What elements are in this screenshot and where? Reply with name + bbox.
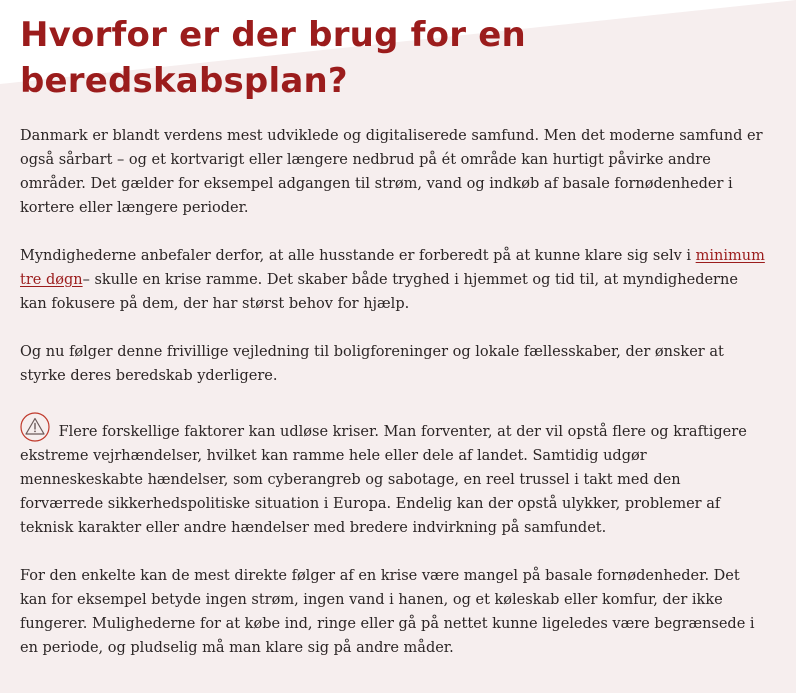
crisis-factors-text: Flere forskellige faktorer kan udløse kriser. Man forventer, at der vil opstå flere og kraftigere ekstreme vejrhændelser, hvilket kan ramme hele eller dele af landet. Samtidig udgør menneskeskabte hændelser, som cyberangreb og sabotage, en reel trussel i takt med den forværrede sikkerhedspolitiske situation i Europa. Endelig kan der opstå ulykker, problemer af teknisk karakter eller andre hændelser med bredere indvirkning på samfundet. [20, 424, 747, 536]
minimum-three-days-link[interactable]: minimum tre døgn [20, 248, 765, 288]
warning-triangle-icon [20, 412, 50, 442]
paragraph-intro: Danmark er blandt verdens mest udviklede og digitaliserede samfund. Men det moderne samfund er også sårbart – og et kortvarigt eller længere nedbrud på ét område kan hurtigt påvirke andre områder. Det gælder for eksempel adgangen til strøm, vand og indkøb af basale fornødenheder i kortere eller længere perioder. [20, 128, 763, 216]
page-title: Hvorfor er der brug for en beredskabsplan? [20, 15, 526, 101]
recommendation-text-end: – skulle en krise ramme. Det skaber både tryghed i hjemmet og tid til, at myndighederne kan fokusere på dem, der har størst behov for hjælp. [20, 272, 738, 312]
paragraph-crisis-factors [20, 412, 765, 540]
paragraph-recommendation [20, 244, 765, 316]
paragraph-consequences: For den enkelte kan de mest direkte følger af en krise være mangel på basale fornødenheder. Det kan for eksempel betyde ingen strøm, ingen vand i hanen, og et køleskab eller komfur, der ikke fungerer. Mulighederne for at købe ind, ringe eller gå på nettet kunne ligeledes være begrænsede i en periode, og pludselig må man klare sig på andre måder. [20, 568, 755, 656]
paragraph-guidance: Og nu følger denne frivillige vejledning til boligforeninger og lokale fællesskaber, der ønsker at styrke deres beredskab yderligere. [20, 344, 724, 384]
article-body [20, 124, 765, 660]
recommendation-text-start: Myndighederne anbefaler derfor, at alle husstande er forberedt på at kunne klare sig selv i [20, 248, 696, 264]
